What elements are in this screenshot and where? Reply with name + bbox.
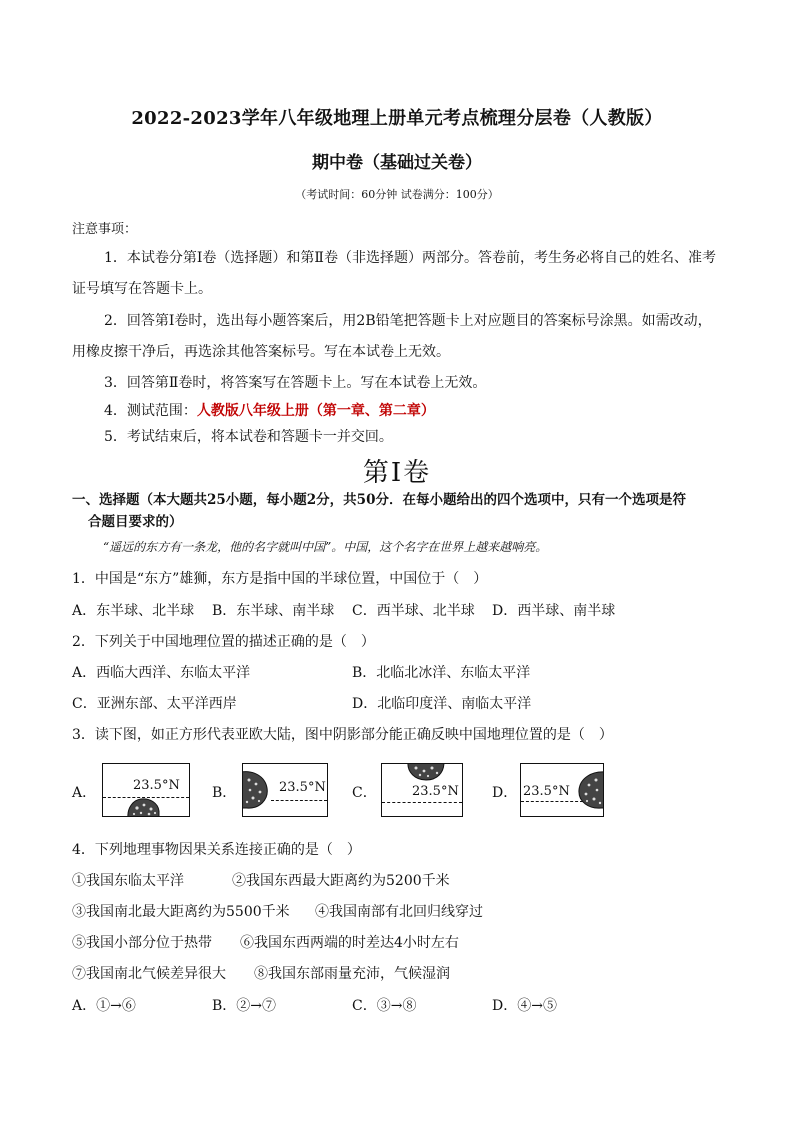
question-1-option-d[interactable]: D．西半球、南半球 <box>492 603 616 619</box>
question-4-item-4: ④我国南部有北回归线穿过 <box>315 904 483 920</box>
section-heading-line-2: 合题目要求的） <box>88 514 183 530</box>
question-3-option-c[interactable]: C． <box>352 785 377 801</box>
question-2-option-d[interactable]: D．北临印度洋、南临太平洋 <box>352 696 532 712</box>
question-4-item-3: ③我国南北最大距离约为5500千米 <box>72 904 290 920</box>
note-2-line-1: 2．回答第Ⅰ卷时，选出每小题答案后，用2B铅笔把答题卡上对应题目的答案标号涂黑。如需改动， <box>104 313 712 329</box>
question-4-item-2: ②我国东西最大距离约为5200千米 <box>232 873 450 889</box>
china-shaded-region <box>575 770 604 810</box>
note-5: 5．考试结束后，将本试卷和答题卡一并交回。 <box>104 429 393 445</box>
latitude-label: 23.5°N <box>279 780 326 795</box>
latitude-label: 23.5°N <box>412 784 459 799</box>
question-1-option-b[interactable]: B．东半球、南半球 <box>212 603 335 619</box>
question-2-option-b[interactable]: B．北临北冰洋、东临太平洋 <box>352 665 531 681</box>
note-2-line-2: 用橡皮擦干净后，再选涂其他答案标号。写在本试卷上无效。 <box>72 344 450 360</box>
question-2-option-a[interactable]: A．西临大西洋、东临太平洋 <box>72 665 251 681</box>
note-1-line-2: 证号填写在答题卡上。 <box>72 281 212 297</box>
document-title: 2022-2023学年八年级地理上册单元考点梳理分层卷（人教版） <box>131 108 663 129</box>
note-3: 3．回答第Ⅱ卷时，将答案写在答题卡上。写在本试卷上无效。 <box>104 375 487 391</box>
tropic-of-cancer-line <box>521 801 583 802</box>
question-1-stem: 1．中国是“东方”雄狮，东方是指中国的半球位置，中国位于（ ） <box>72 571 488 587</box>
option-c-map[interactable] <box>381 763 463 817</box>
question-3-stem: 3．读下图，如正方形代表亚欧大陆，图中阴影部分能正确反映中国地理位置的是（ ） <box>72 727 613 743</box>
notes-heading: 注意事项： <box>72 222 138 237</box>
option-a-map[interactable] <box>102 763 190 817</box>
option-d-map[interactable] <box>520 763 604 817</box>
question-2-stem: 2．下列关于中国地理位置的描述正确的是（ ） <box>72 634 375 650</box>
tropic-of-cancer-line <box>271 800 327 801</box>
document-subtitle: 期中卷（基础过关卷） <box>312 153 482 173</box>
question-4-stem: 4．下列地理事物因果关系连接正确的是（ ） <box>72 842 361 858</box>
tropic-of-cancer-line <box>382 802 462 803</box>
china-shaded-region <box>125 794 161 817</box>
question-1-option-a[interactable]: A．东半球、北半球 <box>72 603 195 619</box>
exam-info: （考试时间：60分钟 试卷满分：100分） <box>295 188 499 201</box>
question-4-option-a[interactable]: A．①→⑥ <box>72 998 136 1014</box>
question-4-option-c[interactable]: C．③→⑧ <box>352 998 417 1014</box>
latitude-label: 23.5°N <box>133 778 180 793</box>
question-3-option-a[interactable]: A． <box>72 785 97 801</box>
note-4 <box>104 400 435 420</box>
china-shaded-region <box>406 763 446 782</box>
part-title: 第Ⅰ卷 <box>362 458 432 488</box>
question-4-item-6: ⑥我国东西两端的时差达4小时左右 <box>240 935 459 951</box>
test-scope: 人教版八年级上册（第一章、第二章） <box>196 403 435 419</box>
question-2-option-c[interactable]: C．亚洲东部、太平洋西岸 <box>72 696 237 712</box>
question-4-option-d[interactable]: D．④→⑤ <box>492 998 557 1014</box>
question-3-option-d[interactable]: D． <box>492 785 518 801</box>
question-4-item-8: ⑧我国东部雨量充沛，气候湿润 <box>254 966 450 982</box>
section-heading-line-1: 一、选择题（本大题共25小题，每小题2分，共50分．在每小题给出的四个选项中，只有一个选项是符 <box>72 492 686 508</box>
latitude-label: 23.5°N <box>523 784 570 799</box>
option-b-map[interactable] <box>242 763 328 817</box>
question-4-item-1: ①我国东临太平洋 <box>72 873 184 889</box>
question-4-item-7: ⑦我国南北气候差异很大 <box>72 966 226 982</box>
question-3-option-b[interactable]: B． <box>212 785 237 801</box>
note-1-line-1: 1．本试卷分第Ⅰ卷（选择题）和第Ⅱ卷（非选择题）两部分。答卷前，考生务必将自己的姓名、准考 <box>104 250 716 266</box>
question-4-option-b[interactable]: B．②→⑦ <box>212 998 277 1014</box>
question-4-item-5: ⑤我国小部分位于热带 <box>72 935 212 951</box>
quote-text: “遥远的东方有一条龙，他的名字就叫中国”。中国，这个名字在世界上越来越响亮。 <box>103 540 548 554</box>
note-4-prefix: 4．测试范围： <box>104 403 197 419</box>
question-1-option-c[interactable]: C．西半球、北半球 <box>352 603 475 619</box>
china-shaded-region <box>242 770 271 810</box>
